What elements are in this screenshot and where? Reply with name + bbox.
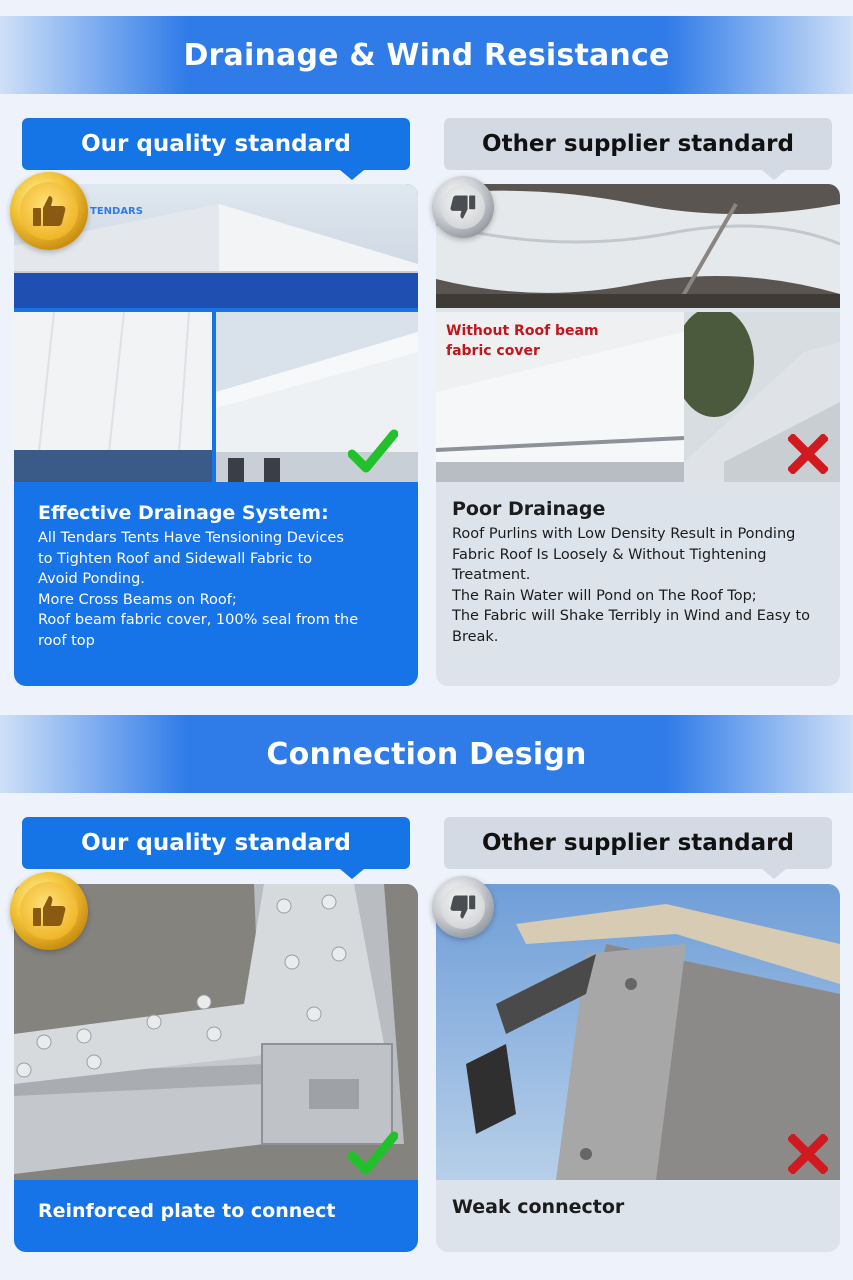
poor-quality-badge bbox=[432, 176, 494, 238]
description-line: Roof Purlins with Low Density Result in Ponding bbox=[452, 526, 796, 542]
thumbs-up-icon bbox=[31, 894, 67, 928]
tab-other-supplier bbox=[444, 817, 832, 869]
section-banner-drainage bbox=[0, 16, 853, 94]
weak-connector-photo bbox=[436, 884, 840, 1180]
missing-cover-annotation bbox=[446, 321, 599, 361]
tab-our-quality bbox=[22, 118, 410, 170]
check-icon bbox=[348, 1130, 398, 1176]
description-line: roof top bbox=[38, 632, 95, 649]
quality-badge bbox=[10, 172, 88, 250]
description-line: Avoid Ponding. bbox=[38, 571, 145, 587]
annotation-line: Without Roof beam bbox=[446, 323, 599, 339]
section-banner-connection bbox=[0, 715, 853, 793]
poor-quality-badge bbox=[432, 876, 494, 938]
quality-badge bbox=[10, 872, 88, 950]
description-title: Poor Drainage bbox=[452, 498, 606, 520]
description-line: The Fabric will Shake Terribly in Wind and Easy to bbox=[452, 608, 811, 624]
tab-our-quality bbox=[22, 817, 410, 869]
connection-description bbox=[38, 1200, 408, 1226]
description-line: The Rain Water will Pond on The Roof Top; bbox=[452, 587, 757, 604]
thumbs-up-icon bbox=[31, 194, 67, 228]
description-title: Effective Drainage System: bbox=[38, 502, 329, 524]
weak-connector-description bbox=[452, 1196, 832, 1222]
description-line: Roof beam fabric cover, 100% seal from the bbox=[38, 612, 359, 628]
thumbs-down-icon bbox=[449, 194, 477, 220]
drainage-description bbox=[38, 502, 408, 651]
tab-label: Our quality standard bbox=[81, 830, 351, 856]
description-title: Weak connector bbox=[452, 1196, 625, 1218]
tab-label: Other supplier standard bbox=[482, 131, 794, 157]
description-line: to Tighten Roof and Sidewall Fabric to bbox=[38, 550, 313, 567]
description-line: Treatment. bbox=[452, 567, 531, 583]
description-line: All Tendars Tents Have Tensioning Devices bbox=[38, 530, 344, 546]
card-other-drainage bbox=[436, 184, 840, 686]
description-line: Break. bbox=[452, 628, 499, 645]
tab-label: Other supplier standard bbox=[482, 830, 794, 856]
thumbs-down-icon bbox=[449, 894, 477, 920]
loose-fabric-photo bbox=[436, 184, 840, 308]
description-line: Fabric Roof Is Loosely & Without Tightening bbox=[452, 546, 767, 563]
tab-label: Our quality standard bbox=[81, 131, 351, 157]
section-title: Connection Design bbox=[266, 736, 587, 772]
tent-interior-photo bbox=[14, 312, 212, 482]
description-line: More Cross Beams on Roof; bbox=[38, 591, 237, 608]
section-title: Drainage & Wind Resistance bbox=[183, 37, 670, 73]
cross-icon bbox=[788, 1134, 828, 1174]
annotation-line: fabric cover bbox=[446, 343, 540, 359]
tab-other-supplier bbox=[444, 118, 832, 170]
check-icon bbox=[348, 428, 398, 474]
cross-icon bbox=[788, 434, 828, 474]
description-title: Reinforced plate to connect bbox=[38, 1200, 336, 1222]
card-other-connection bbox=[436, 884, 840, 1252]
card-our-drainage bbox=[14, 184, 418, 686]
tendars-logo: TENDARS bbox=[90, 206, 143, 217]
poor-drainage-description bbox=[452, 498, 832, 647]
